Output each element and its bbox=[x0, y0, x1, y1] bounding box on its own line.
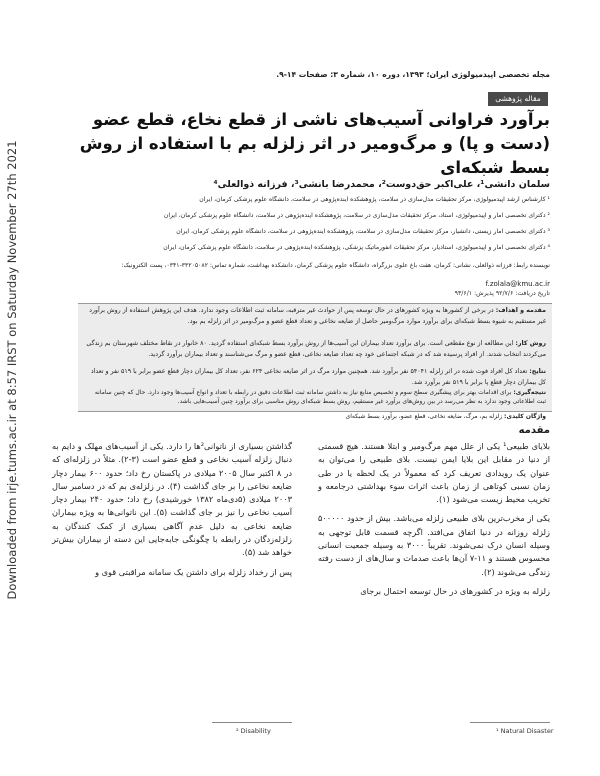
abstract-methods bbox=[84, 339, 546, 361]
download-watermark bbox=[2, 110, 22, 630]
abstract-keywords bbox=[84, 412, 546, 421]
affiliation-2: ² دکترای تخصصی آمار و اپیدمیولوژی، استاد، مرکز تحقیقات مدل‌سازی در سلامت، پژوهشکده آینده‌پژوهی در سلامت، دانشگاه علوم پزشکی کرمان، ایران bbox=[163, 212, 550, 219]
corresponding-email[interactable]: f.zolala@kmu.ac.ir bbox=[485, 280, 550, 288]
abstract-label: مقدمه و اهداف: bbox=[495, 307, 546, 314]
affiliation-1: ¹ کارشناس ارشد اپیدمیولوژی، مرکز تحقیقات مدل‌سازی در سلامت، پژوهشکده آینده‌پژوهی در سلامت، دانشگاه علوم پزشکی کرمان، ایران bbox=[199, 196, 550, 203]
author-list: سلمان دانشی¹، علی‌اکبر حق‌دوست²، محمدرضا بانشی³، فرزانه ذوالعلی⁴ bbox=[213, 179, 550, 190]
paragraph: پس از رخداد زلزله برای داشتن یک سامانه مراقبتی قوی و bbox=[95, 566, 292, 577]
paragraph: گذاشتن بسیاری از ناتوانی²ها را دارد. یکی از آسیب‌های مهلک و دایم به دنبال زلزله آسیب نخاعی و قطع عضو است (۳-۲). مثلاً در زلزله‌ای که در ۸ اکتبر سال ۲۰۰۵ میلادی در پاکستان رخ داد؛ حدود ۶۰۰ بیمار دچار ضایعه نخاعی را بر جای گذاشت (۴). در زلزله‌ی بم که در دسامبر سال ۲۰۰۳ میلادی (۵دی‌ماه ۱۳۸۲ خورشیدی) رخ داد؛ حدود ۲۴۰ بیمار دچار آسیب نخاعی را نیز بر جای گذاشت (۵). این ناتوانی‌ها به ویژه بیماران ضایعه نخاعی به دلیل عدم آگاهی بسیاری از کمک کنندگان به زلزله‌زدگان در رابطه با چگونگی جابه‌جایی این دسته از بیماران بیش‌تر خواهد شد (۵). bbox=[52, 441, 293, 558]
right-column bbox=[318, 440, 550, 604]
abstract-text: این مطالعه از نوع مقطعی است. برای برآورد تعداد بیماران این آسیب‌ها از روش برآورد بسط شبکه‌ای استفاده گردید. ۸۰ خانوار در نقاط مختلف شهرستان بم زندگی می‌کردند انتخاب شدند. از افراد پرسیده شد که در شبکه اجتماعی خود چه تعداد ضایعه نخاعی، قطع عضو و مرگ می‌شناسند و تعداد بیماران برآورد گردید. bbox=[86, 340, 546, 358]
journal-citation: مجله تخصصی اپیدمیولوژی ایران؛ ۱۳۹۳، دوره ۱۰، شماره ۳: صفحات ۱۴-۹. bbox=[276, 70, 550, 79]
paragraph: بلایای طبیعی¹ یکی از علل مهم مرگ‌ومیر و ابتلا هستند. هیچ قسمتی از دنیا در مقابل این بلایا ایمن نیست. بلای طبیعی را می‌توان به عنوان یک رویدادی تعریف کرد که معمولاً در یک لحظه یا در طی زمان نسبی کوتاهی از زمان باعث اثرات سوء بهداشتی درجامعه و تخریب محیط زیست می‌شود (۱). bbox=[318, 441, 550, 505]
download-watermark-text: Downloaded from irje.tums.ac.ir at 8:57 IRST on Saturday November 27th 2021 bbox=[5, 140, 19, 600]
abstract-label: نتیجه‌گیری: bbox=[513, 389, 546, 396]
left-column bbox=[52, 440, 292, 585]
abstract-conclusion bbox=[84, 388, 546, 406]
abstract-results bbox=[84, 367, 546, 389]
abstract-introduction bbox=[84, 306, 546, 328]
received-accepted-dates: تاریخ دریافت: ۹۲/۷/۶ پذیرش: ۹۳/۶/۱ bbox=[454, 290, 550, 297]
affiliation-4: ⁴ دکترای تخصصی آمار و اپیدمیولوژی، استادیار، مرکز تحقیقات انفورماتیک پزشکی، پژوهشکده آینده‌پژوهی در سلامت، دانشگاه علوم پزشکی کرمان، ایران bbox=[163, 244, 550, 251]
paragraph: زلزله به ویژه در کشورهای در حال توسعه احتمال برجای bbox=[360, 585, 550, 596]
abstract-label: واژگان کلیدی: bbox=[504, 413, 546, 420]
corresponding-author: نویسنده رابط: فرزانه ذوالعلی، نشانی: کرمان، هفت باغ علوی بزرگراه، دانشگاه علوم پزشکی کرمان، دانشکده بهداشت، شماره تماس: ۳۳۲۰۵۰۸۲-۰۳۴۱، پست الکترونیک: bbox=[121, 262, 550, 269]
footnote-rule bbox=[212, 722, 292, 723]
abstract-label: روش کار: bbox=[515, 340, 546, 347]
article-title: برآورد فراوانی آسیب‌های ناشی از قطع نخاع، قطع عضو (دست و پا) و مرگ‌ومیر در اثر زلزله بم با استفاده از روش بسط شبکه‌ای bbox=[79, 110, 550, 177]
footnote-rule bbox=[470, 722, 550, 723]
article-type-badge: مقاله پژوهشی bbox=[488, 92, 548, 106]
abstract-text: تعداد کل افراد فوت شده در اثر زلزله ۵۴۰۴۱ نفر برآورد شد. همچنین موارد مرگ در اثر ضایعه نخاعی ۶۲۴ نفر، تعداد کل بیماران دچار قطع عضو برابر با ۵۱۹ نفر و تعداد کل بیماران دچار قطع پا برابر با ۵۱۹ نفر برآورد شد. bbox=[90, 368, 546, 386]
abstract-text: برای اقدامات بهتر برای پیشگیری سطح سوم و تخصیص منابع نیاز به داشتن سامانه ثبت اطلاعات دقیق در رابطه با تعداد و انواع آسیب‌ها وجود دارد. حال که چنین سامانه ثبت اطلاعاتی وجود ندارد به نظر می‌رسد در بین روش‌های برآورد غیر مستقیم، روش بسط شبکه‌ای روش مناسبی برای برآورد چنین آسیب‌هایی باشد. bbox=[94, 389, 546, 405]
footnote-disability: ² Disability bbox=[236, 727, 271, 735]
paragraph: یکی از مخرب‌ترین بلای طبیعی زلزله می‌باشد. بیش از حدود ۵۰۰۰۰۰ زلزله روزانه در دنیا اتفاق می‌افتد. اگرچه قسمت قابل توجهی به وسیله انسان درک نمی‌شوند. تقریباً ۳۰۰۰ به وسیله جمعیت انسانی محسوس هستند و ۱۱-۷ آن‌ها باعث صدمات و سال‌های از دست رفته زندگی می‌شوند (۲). bbox=[318, 513, 551, 577]
abstract-text: زلزله بم، مرگ، ضایعه نخاعی، قطع عضو، برآورد بسط شبکه‌ای bbox=[345, 413, 505, 420]
abstract-label: نتایج: bbox=[529, 368, 546, 375]
affiliation-3: ³ دکترای تخصصی آمار زیستی، دانشیار، مرکز تحقیقات مدل‌سازی در سلامت، پژوهشکده آینده‌پژوهی در سلامت، دانشگاه علوم پزشکی کرمان، ایران bbox=[176, 228, 550, 235]
footnote-natural-disaster: ¹ Natural Disaster bbox=[496, 727, 554, 735]
abstract-text: در برخی از کشورها به ویژه کشورهای در حال توسعه پس از حوادث غیر مترقبه، سامانه ثبت اطلاعات وجود ندارد. هدف این پژوهش استفاده از روش برآورد غیر مستقیم به شیوه بسط شبکه‌ای برای برآورد موارد مرگ‌ومیر حاصل از ضایعه نخاعی و تعداد قطع عضو و مرگ‌ومیر در اثر زلزله بم بود. bbox=[89, 307, 546, 325]
introduction-heading: مقدمه bbox=[518, 425, 550, 436]
